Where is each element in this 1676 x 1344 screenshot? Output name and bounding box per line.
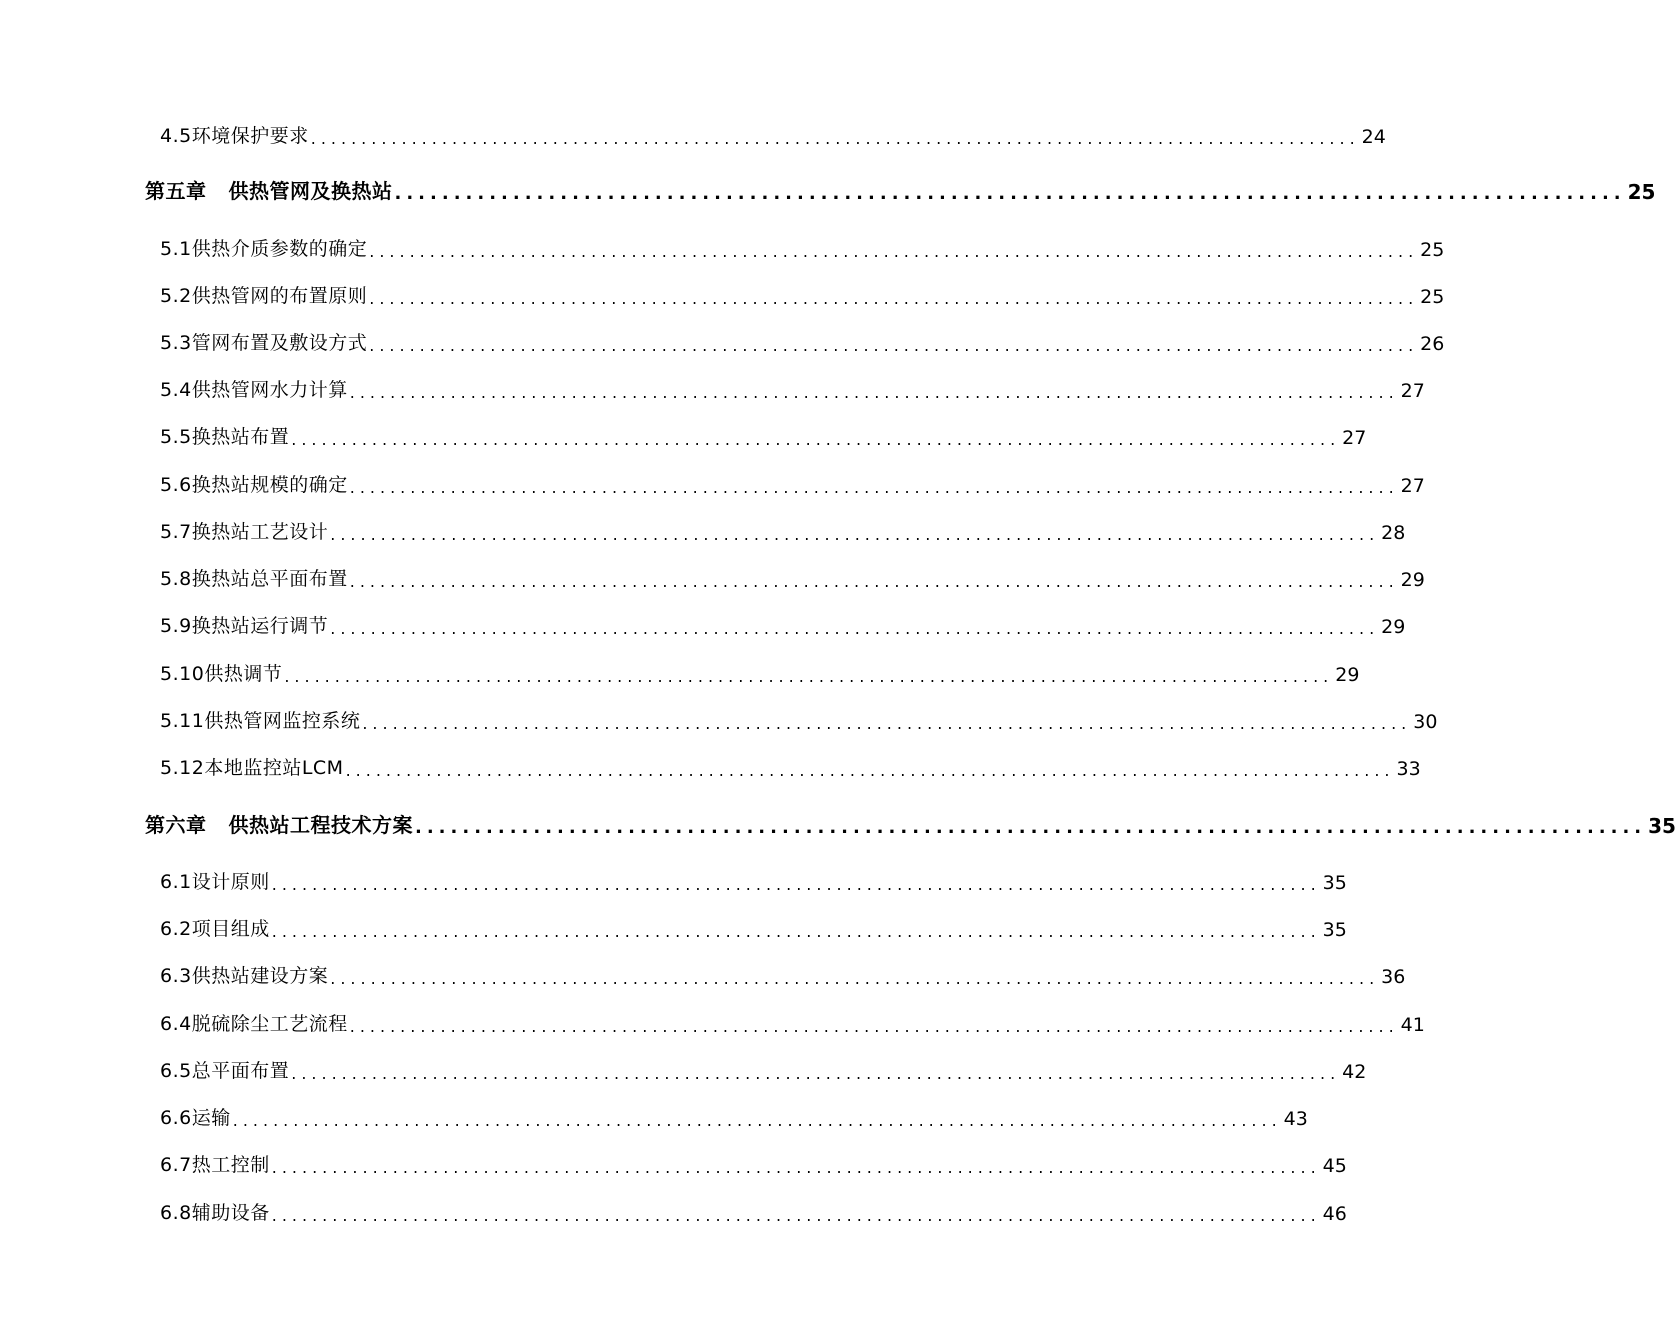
- toc-title: 换热站规模的确定: [191, 474, 348, 496]
- toc-entry[interactable]: [0, 1004, 1425, 1036]
- toc-chapter-label: 第五章: [145, 179, 207, 203]
- toc-leader: ........................................................................................................: [369, 336, 1419, 355]
- toc-number: 6.3: [160, 965, 192, 987]
- toc-title: 供热管网的布置原则: [191, 285, 368, 307]
- toc-leader: ........................................................................................................: [415, 817, 1647, 838]
- toc-title: 换热站工艺设计: [191, 521, 329, 543]
- toc-leader: ........................................................................................................: [271, 875, 1321, 894]
- toc-leader: ........................................................................................................: [362, 714, 1412, 733]
- toc-page-number: 27: [1400, 380, 1425, 402]
- toc-page-number: 30: [1413, 711, 1438, 733]
- toc-leader: ........................................................................................................: [271, 1158, 1321, 1177]
- toc-title: 供热管网及换热站: [228, 179, 393, 203]
- toc-title: 热工控制: [191, 1154, 270, 1176]
- toc-number: 5.2: [160, 285, 192, 307]
- toc-leader: ........................................................................................................: [291, 430, 1341, 449]
- toc-page-number: 25: [1627, 180, 1656, 204]
- toc-title: 脱硫除尘工艺流程: [191, 1013, 348, 1035]
- toc-entry[interactable]: [0, 512, 1406, 544]
- toc-number: 6.2: [160, 918, 192, 940]
- toc-number: 4.5: [160, 125, 192, 147]
- toc-entry[interactable]: [0, 323, 1445, 355]
- toc-leader: ........................................................................................................: [310, 129, 1360, 148]
- toc-number: 5.4: [160, 379, 192, 401]
- toc-entry[interactable]: [0, 862, 1347, 894]
- toc-entry[interactable]: [0, 748, 1421, 780]
- toc-title: 供热管网水力计算: [191, 379, 348, 401]
- toc-page-number: 35: [1322, 919, 1347, 941]
- toc-page-number: 27: [1400, 475, 1425, 497]
- toc-entry[interactable]: [0, 701, 1438, 733]
- toc-leader: ........................................................................................................: [369, 242, 1419, 261]
- toc-title: 设计原则: [191, 871, 270, 893]
- toc-leader: ........................................................................................................: [330, 969, 1380, 988]
- toc-page-number: 28: [1381, 522, 1406, 544]
- toc-page-number: 43: [1283, 1108, 1308, 1130]
- toc-number: 5.5: [160, 426, 192, 448]
- toc-leader: ........................................................................................................: [330, 619, 1380, 638]
- toc-page-number: 46: [1322, 1203, 1347, 1225]
- toc-number: 6.5: [160, 1060, 192, 1082]
- toc-title: 换热站布置: [191, 426, 290, 448]
- toc-leader: ........................................................................................................: [349, 572, 1399, 591]
- toc-number: 5.1: [160, 238, 192, 260]
- toc-title: 本地监控站LCM: [204, 757, 344, 779]
- toc-title: 环境保护要求: [191, 125, 309, 147]
- toc-leader: ........................................................................................................: [394, 183, 1626, 204]
- toc-number: 6.8: [160, 1202, 192, 1224]
- toc-leader: ........................................................................................................: [291, 1064, 1341, 1083]
- toc-leader: ........................................................................................................: [349, 383, 1399, 402]
- toc-leader: ........................................................................................................: [345, 761, 1395, 780]
- toc-title: 供热站工程技术方案: [228, 813, 413, 837]
- toc-number: 5.12: [160, 757, 205, 779]
- toc-entry[interactable]: [0, 956, 1406, 988]
- toc-entry[interactable]: [0, 1051, 1367, 1083]
- toc-title: 项目组成: [191, 918, 270, 940]
- toc-page-number: 29: [1335, 664, 1360, 686]
- toc-number: 6.6: [160, 1107, 192, 1129]
- toc-page-number: 24: [1361, 126, 1386, 148]
- toc-entry[interactable]: [0, 606, 1406, 638]
- toc-entry[interactable]: [0, 1145, 1347, 1177]
- toc-chapter-entry[interactable]: [0, 172, 1656, 204]
- toc-number: 5.11: [160, 710, 205, 732]
- toc-title: 管网布置及敷设方式: [191, 332, 368, 354]
- toc-leader: ........................................................................................................: [284, 667, 1334, 686]
- toc-title: 辅助设备: [191, 1202, 270, 1224]
- toc-page-number: 29: [1381, 616, 1406, 638]
- toc-entry[interactable]: [0, 559, 1425, 591]
- toc-title: 运输: [191, 1107, 231, 1129]
- toc-leader: ........................................................................................................: [271, 922, 1321, 941]
- toc-page-number: 26: [1420, 333, 1445, 355]
- toc-leader: ........................................................................................................: [369, 289, 1419, 308]
- toc-number: 6.7: [160, 1154, 192, 1176]
- toc-number: 6.1: [160, 871, 192, 893]
- toc-entry[interactable]: [0, 1193, 1347, 1225]
- toc-page-number: 25: [1420, 286, 1445, 308]
- toc-entry[interactable]: [0, 276, 1445, 308]
- toc-leader: ........................................................................................................: [232, 1111, 1282, 1130]
- toc-entry[interactable]: [0, 909, 1347, 941]
- toc-page-number: 29: [1400, 569, 1425, 591]
- toc-title: 供热管网监控系统: [204, 710, 361, 732]
- toc-title: 换热站运行调节: [191, 615, 329, 637]
- toc-page-number: 35: [1322, 872, 1347, 894]
- toc-number: 5.6: [160, 474, 192, 496]
- toc-title: 供热站建设方案: [191, 965, 329, 987]
- toc-leader: ........................................................................................................: [271, 1206, 1321, 1225]
- toc-number: 5.9: [160, 615, 192, 637]
- toc-title: 换热站总平面布置: [191, 568, 348, 590]
- toc-entry[interactable]: [0, 1098, 1308, 1130]
- toc-leader: ........................................................................................................: [349, 478, 1399, 497]
- toc-page-number: 25: [1420, 239, 1445, 261]
- toc-number: 5.7: [160, 521, 192, 543]
- toc-title: 供热介质参数的确定: [191, 238, 368, 260]
- toc-leader: ........................................................................................................: [349, 1017, 1399, 1036]
- toc-entry[interactable]: [0, 229, 1445, 261]
- toc-entry[interactable]: [0, 417, 1367, 449]
- toc-title: 供热调节: [204, 663, 283, 685]
- toc-number: 6.4: [160, 1013, 192, 1035]
- toc-page-number: 42: [1342, 1061, 1367, 1083]
- toc-entry[interactable]: [0, 370, 1425, 402]
- toc-chapter-label: 第六章: [145, 813, 207, 837]
- toc-entry[interactable]: [0, 465, 1425, 497]
- toc-entry[interactable]: [0, 116, 1386, 148]
- toc-number: 5.3: [160, 332, 192, 354]
- toc-entry[interactable]: [0, 654, 1360, 686]
- toc-page-number: 41: [1400, 1014, 1425, 1036]
- toc-page-number: 27: [1342, 427, 1367, 449]
- toc-number: 5.8: [160, 568, 192, 590]
- toc-leader: ........................................................................................................: [330, 525, 1380, 544]
- toc-page-number: 45: [1322, 1155, 1347, 1177]
- toc-chapter-entry[interactable]: [0, 806, 1676, 838]
- toc-number: 5.10: [160, 663, 205, 685]
- toc-title: 总平面布置: [191, 1060, 290, 1082]
- toc-page-number: 33: [1396, 758, 1421, 780]
- toc-page-number: 36: [1381, 966, 1406, 988]
- toc-page-number: 35: [1648, 814, 1676, 838]
